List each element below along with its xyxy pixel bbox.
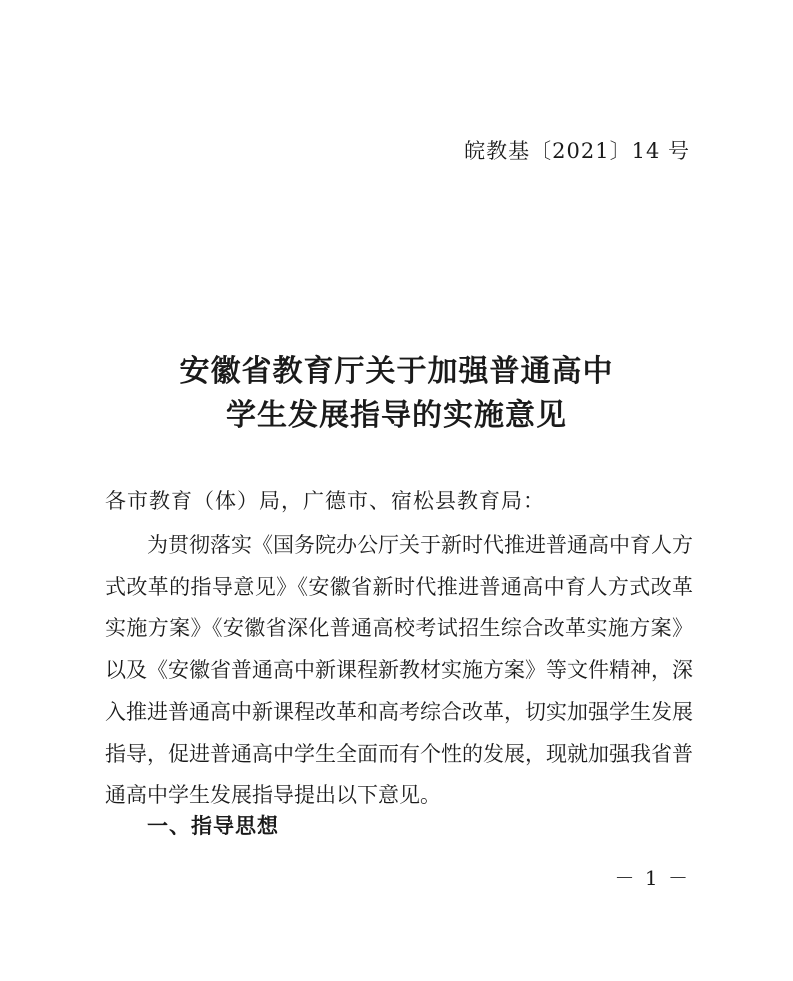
body-line-3: 实施方案》《安徽省深化普通高校考试招生综合改革实施方案》 [105,616,693,641]
body-line-7: 通高中学生发展指导提出以下意见。 [105,783,441,808]
title-line-2: 学生发展指导的实施意见 [226,398,567,433]
body-paragraph [105,525,693,817]
salutation: 各市教育（体）局，广德市、宿松县教育局： [105,489,545,513]
body-line-2: 式改革的指导意见》《安徽省新时代推进普通高中育人方式改革 [105,574,693,599]
section-heading: 一、指导思想 [147,814,279,838]
document-number: 皖教基〔2021〕14 号 [464,139,690,163]
body-line-5: 入推进普通高中新课程改革和高考综合改革，切实加强学生发展 [105,699,693,724]
title-line-1: 安徽省教育厅关于加强普通高中 [179,354,614,389]
body-line-6: 指导，促进普通高中学生全面而有个性的发展，现就加强我省普 [105,741,693,766]
document-title [0,350,793,438]
body-line-1: 为贯彻落实《国务院办公厅关于新时代推进普通高中育人方 [147,533,693,557]
page-number: － 1 － [614,866,690,890]
body-line-4: 以及《安徽省普通高中新课程新教材实施方案》等文件精神，深 [105,658,693,683]
